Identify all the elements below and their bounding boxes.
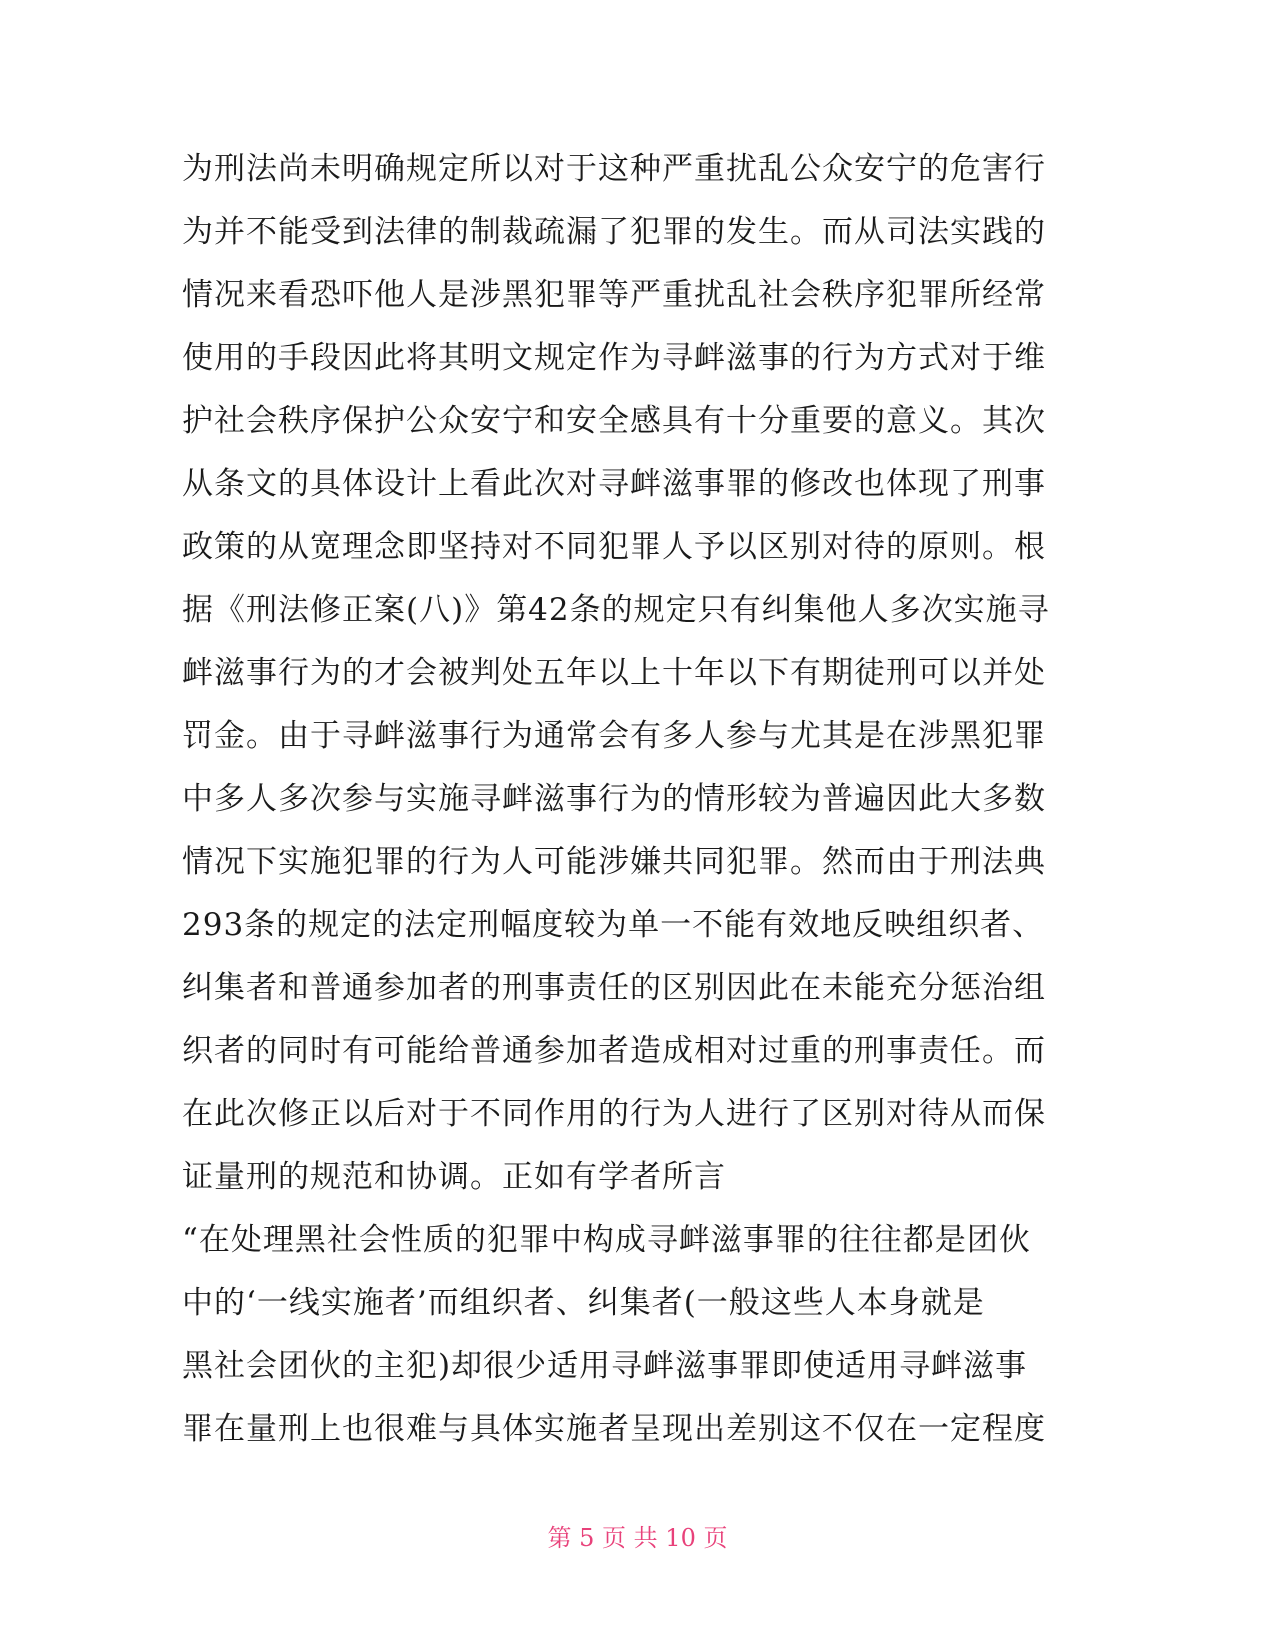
text-line: 从条文的具体设计上看此次对寻衅滋事罪的修改也体现了刑事: [182, 466, 1046, 502]
text-line: 使用的手段因此将其明文规定作为寻衅滋事的行为方式对于维: [182, 340, 1046, 376]
page-number-footer: 第 5 页 共 10 页: [547, 1524, 728, 1552]
text-line: 情况来看恐吓他人是涉黑犯罪等严重扰乱社会秩序犯罪所经常: [182, 277, 1046, 313]
text-line: 纠集者和普通参加者的刑事责任的区别因此在未能充分惩治组: [182, 970, 1046, 1006]
text-line: 据《刑法修正案(八)》第42条的规定只有纠集他人多次实施寻: [182, 592, 1050, 628]
text-line: 293条的规定的法定刑幅度较为单一不能有效地反映组织者、: [182, 907, 1045, 943]
text-line: 罚金。由于寻衅滋事行为通常会有多人参与尤其是在涉黑犯罪: [182, 718, 1046, 754]
text-line: 证量刑的规范和协调。正如有学者所言: [182, 1159, 726, 1195]
text-line: 情况下实施犯罪的行为人可能涉嫌共同犯罪。然而由于刑法典: [182, 844, 1046, 880]
document-body: [182, 138, 1050, 1461]
text-line: 中多人多次参与实施寻衅滋事行为的情形较为普遍因此大多数: [182, 781, 1046, 817]
text-line: 政策的从宽理念即坚持对不同犯罪人予以区别对待的原则。根: [182, 529, 1046, 565]
text-line: 织者的同时有可能给普通参加者造成相对过重的刑事责任。而: [182, 1033, 1046, 1069]
text-line: 衅滋事行为的才会被判处五年以上十年以下有期徒刑可以并处: [182, 655, 1046, 691]
text-line: 在此次修正以后对于不同作用的行为人进行了区别对待从而保: [182, 1096, 1046, 1132]
text-line: 中的‘一线实施者’而组织者、纠集者(一般这些人本身就是: [182, 1285, 985, 1321]
text-line: 护社会秩序保护公众安宁和安全感具有十分重要的意义。其次: [182, 403, 1046, 439]
text-line: “在处理黑社会性质的犯罪中构成寻衅滋事罪的往往都是团伙: [182, 1222, 1031, 1258]
text-line: 黑社会团伙的主犯)却很少适用寻衅滋事罪即使适用寻衅滋事: [182, 1348, 1028, 1384]
text-line: 为并不能受到法律的制裁疏漏了犯罪的发生。而从司法实践的: [182, 214, 1046, 250]
text-line: 为刑法尚未明确规定所以对于这种严重扰乱公众安宁的危害行: [182, 151, 1046, 187]
text-line: 罪在量刑上也很难与具体实施者呈现出差别这不仅在一定程度: [182, 1411, 1046, 1447]
